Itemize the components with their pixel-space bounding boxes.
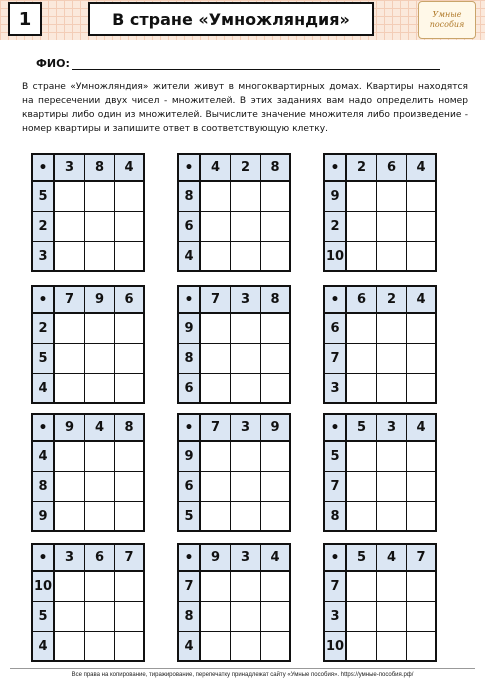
- multiplication-grid-10: [31, 543, 145, 662]
- multiplication-grid-12: [323, 543, 437, 662]
- answer-cell[interactable]: [201, 632, 231, 662]
- worksheet-title: В стране «Умножляндия»: [88, 2, 374, 36]
- answer-cell[interactable]: [115, 242, 145, 272]
- left-multiplier-cell: 5: [325, 442, 347, 472]
- operator-cell: •: [325, 545, 347, 572]
- answer-cell[interactable]: [261, 442, 291, 472]
- multiplication-grid-2: [177, 153, 291, 272]
- answer-cell[interactable]: [55, 374, 85, 404]
- top-multiplier-cell: 7: [201, 287, 231, 314]
- answer-cell[interactable]: [55, 602, 85, 632]
- top-multiplier-cell: 8: [85, 155, 115, 182]
- answer-cell[interactable]: [347, 182, 377, 212]
- answer-cell[interactable]: [347, 572, 377, 602]
- left-multiplier-cell: 3: [33, 242, 55, 272]
- top-multiplier-cell: 2: [377, 287, 407, 314]
- answer-cell[interactable]: [377, 632, 407, 662]
- top-multiplier-cell: 9: [55, 415, 85, 442]
- answer-cell[interactable]: [115, 572, 145, 602]
- answer-cell[interactable]: [347, 374, 377, 404]
- answer-cell[interactable]: [201, 344, 231, 374]
- answer-cell[interactable]: [377, 242, 407, 272]
- top-multiplier-cell: 4: [377, 545, 407, 572]
- answer-cell[interactable]: [347, 472, 377, 502]
- answer-cell[interactable]: [377, 182, 407, 212]
- top-multiplier-cell: 7: [201, 415, 231, 442]
- top-multiplier-cell: 4: [261, 545, 291, 572]
- answer-cell[interactable]: [407, 442, 437, 472]
- answer-cell[interactable]: [407, 472, 437, 502]
- operator-cell: •: [179, 545, 201, 572]
- answer-cell[interactable]: [377, 602, 407, 632]
- answer-cell[interactable]: [85, 632, 115, 662]
- multiplication-grid-6: [323, 285, 437, 404]
- left-multiplier-cell: 8: [33, 472, 55, 502]
- left-multiplier-cell: 10: [325, 632, 347, 662]
- answer-cell[interactable]: [55, 472, 85, 502]
- answer-cell[interactable]: [377, 314, 407, 344]
- multiplication-grid-9: [323, 413, 437, 532]
- answer-cell[interactable]: [115, 212, 145, 242]
- multiplication-grid-1: [31, 153, 145, 272]
- operator-cell: •: [33, 287, 55, 314]
- top-multiplier-cell: 3: [231, 415, 261, 442]
- left-multiplier-cell: 5: [179, 502, 201, 532]
- answer-cell[interactable]: [377, 212, 407, 242]
- top-multiplier-cell: 3: [377, 415, 407, 442]
- left-multiplier-cell: 4: [33, 442, 55, 472]
- top-multiplier-cell: 3: [55, 155, 85, 182]
- answer-cell[interactable]: [85, 502, 115, 532]
- left-multiplier-cell: 4: [179, 632, 201, 662]
- answer-cell[interactable]: [231, 632, 261, 662]
- answer-cell[interactable]: [201, 374, 231, 404]
- left-multiplier-cell: 9: [325, 182, 347, 212]
- answer-cell[interactable]: [115, 602, 145, 632]
- top-multiplier-cell: 4: [407, 155, 437, 182]
- answer-cell[interactable]: [347, 602, 377, 632]
- top-multiplier-cell: 6: [115, 287, 145, 314]
- top-multiplier-cell: 6: [85, 545, 115, 572]
- top-multiplier-cell: 5: [347, 545, 377, 572]
- operator-cell: •: [33, 415, 55, 442]
- answer-cell[interactable]: [55, 314, 85, 344]
- worksheet-number: 1: [8, 2, 42, 36]
- left-multiplier-cell: 8: [325, 502, 347, 532]
- answer-cell[interactable]: [261, 182, 291, 212]
- answer-cell[interactable]: [261, 632, 291, 662]
- left-multiplier-cell: 8: [179, 602, 201, 632]
- top-multiplier-cell: 7: [55, 287, 85, 314]
- operator-cell: •: [325, 287, 347, 314]
- answer-cell[interactable]: [55, 502, 85, 532]
- top-multiplier-cell: 8: [261, 287, 291, 314]
- left-multiplier-cell: 10: [33, 572, 55, 602]
- answer-cell[interactable]: [407, 242, 437, 272]
- top-multiplier-cell: 6: [347, 287, 377, 314]
- top-multiplier-cell: 2: [347, 155, 377, 182]
- answer-cell[interactable]: [115, 502, 145, 532]
- answer-cell[interactable]: [407, 314, 437, 344]
- operator-cell: •: [325, 155, 347, 182]
- top-multiplier-cell: 6: [377, 155, 407, 182]
- operator-cell: •: [179, 155, 201, 182]
- answer-cell[interactable]: [231, 572, 261, 602]
- answer-cell[interactable]: [115, 314, 145, 344]
- answer-cell[interactable]: [115, 472, 145, 502]
- answer-cell[interactable]: [55, 572, 85, 602]
- answer-cell[interactable]: [261, 344, 291, 374]
- left-multiplier-cell: 8: [179, 344, 201, 374]
- left-multiplier-cell: 9: [179, 442, 201, 472]
- top-multiplier-cell: 3: [231, 287, 261, 314]
- answer-cell[interactable]: [261, 472, 291, 502]
- answer-cell[interactable]: [115, 182, 145, 212]
- answer-cell[interactable]: [85, 572, 115, 602]
- answer-cell[interactable]: [231, 442, 261, 472]
- answer-cell[interactable]: [261, 212, 291, 242]
- fio-input-line[interactable]: [72, 69, 440, 70]
- answer-cell[interactable]: [347, 442, 377, 472]
- answer-cell[interactable]: [347, 212, 377, 242]
- answer-cell[interactable]: [347, 314, 377, 344]
- answer-cell[interactable]: [407, 572, 437, 602]
- answer-cell[interactable]: [231, 212, 261, 242]
- left-multiplier-cell: 3: [325, 374, 347, 404]
- answer-cell[interactable]: [347, 502, 377, 532]
- answer-cell[interactable]: [55, 182, 85, 212]
- operator-cell: •: [179, 415, 201, 442]
- top-multiplier-cell: 7: [407, 545, 437, 572]
- answer-cell[interactable]: [115, 442, 145, 472]
- top-multiplier-cell: 5: [347, 415, 377, 442]
- left-multiplier-cell: 9: [179, 314, 201, 344]
- answer-cell[interactable]: [231, 472, 261, 502]
- left-multiplier-cell: 2: [325, 212, 347, 242]
- answer-cell[interactable]: [261, 602, 291, 632]
- answer-cell[interactable]: [201, 212, 231, 242]
- left-multiplier-cell: 7: [325, 344, 347, 374]
- answer-cell[interactable]: [85, 442, 115, 472]
- left-multiplier-cell: 7: [325, 472, 347, 502]
- operator-cell: •: [33, 155, 55, 182]
- left-multiplier-cell: 10: [325, 242, 347, 272]
- left-multiplier-cell: 2: [33, 212, 55, 242]
- multiplication-grid-4: [31, 285, 145, 404]
- answer-cell[interactable]: [347, 242, 377, 272]
- top-multiplier-cell: 8: [261, 155, 291, 182]
- answer-cell[interactable]: [55, 212, 85, 242]
- answer-cell[interactable]: [55, 442, 85, 472]
- answer-cell[interactable]: [231, 602, 261, 632]
- answer-cell[interactable]: [201, 502, 231, 532]
- instructions-text: В стране «Умножляндия» жители живут в многоквартирных домах. Квартиры находятся на пересечении двух чисел - множителей. В этих заданиях вам надо определить номер квартиры либо один из множителей. Вычислите значение множителя либо произведение - номер квартиры и запишите ответ в соответствующую клетку.: [22, 82, 468, 134]
- multiplication-grid-11: [177, 543, 291, 662]
- answer-cell[interactable]: [201, 242, 231, 272]
- top-multiplier-cell: 4: [407, 415, 437, 442]
- answer-cell[interactable]: [85, 344, 115, 374]
- answer-cell[interactable]: [261, 242, 291, 272]
- answer-cell[interactable]: [407, 502, 437, 532]
- top-multiplier-cell: 8: [115, 415, 145, 442]
- answer-cell[interactable]: [85, 472, 115, 502]
- answer-cell[interactable]: [55, 344, 85, 374]
- footer-divider: [10, 668, 475, 669]
- multiplication-grid-7: [31, 413, 145, 532]
- answer-cell[interactable]: [377, 572, 407, 602]
- left-multiplier-cell: 5: [33, 344, 55, 374]
- answer-cell[interactable]: [347, 632, 377, 662]
- left-multiplier-cell: 3: [325, 602, 347, 632]
- answer-cell[interactable]: [85, 182, 115, 212]
- answer-cell[interactable]: [231, 314, 261, 344]
- logo-line-2: пособия: [429, 20, 465, 29]
- copyright-footer: Все права на копирование, тиражирование, перепечатку принадлежат сайту «Умные пособия». https://умные-пособия.рф/: [71, 672, 414, 678]
- answer-cell[interactable]: [115, 344, 145, 374]
- answer-cell[interactable]: [261, 502, 291, 532]
- multiplication-grid-8: [177, 413, 291, 532]
- top-multiplier-cell: 2: [231, 155, 261, 182]
- answer-cell[interactable]: [407, 632, 437, 662]
- answer-cell[interactable]: [55, 632, 85, 662]
- top-multiplier-cell: 9: [261, 415, 291, 442]
- left-multiplier-cell: 4: [33, 374, 55, 404]
- top-multiplier-cell: 4: [201, 155, 231, 182]
- top-multiplier-cell: 9: [85, 287, 115, 314]
- left-multiplier-cell: 6: [179, 472, 201, 502]
- answer-cell[interactable]: [231, 344, 261, 374]
- answer-cell[interactable]: [377, 374, 407, 404]
- answer-cell[interactable]: [231, 502, 261, 532]
- answer-cell[interactable]: [201, 442, 231, 472]
- top-multiplier-cell: 4: [85, 415, 115, 442]
- left-multiplier-cell: 6: [325, 314, 347, 344]
- answer-cell[interactable]: [377, 344, 407, 374]
- operator-cell: •: [325, 415, 347, 442]
- answer-cell[interactable]: [201, 572, 231, 602]
- left-multiplier-cell: 6: [179, 374, 201, 404]
- left-multiplier-cell: 9: [33, 502, 55, 532]
- answer-cell[interactable]: [407, 344, 437, 374]
- answer-cell[interactable]: [231, 374, 261, 404]
- left-multiplier-cell: 7: [179, 572, 201, 602]
- left-multiplier-cell: 2: [33, 314, 55, 344]
- site-logo: [418, 1, 476, 39]
- top-multiplier-cell: 7: [115, 545, 145, 572]
- answer-cell[interactable]: [407, 212, 437, 242]
- answer-cell[interactable]: [55, 242, 85, 272]
- answer-cell[interactable]: [115, 374, 145, 404]
- answer-cell[interactable]: [201, 472, 231, 502]
- left-multiplier-cell: 7: [325, 572, 347, 602]
- operator-cell: •: [179, 287, 201, 314]
- answer-cell[interactable]: [85, 602, 115, 632]
- answer-cell[interactable]: [407, 182, 437, 212]
- operator-cell: •: [33, 545, 55, 572]
- answer-cell[interactable]: [261, 314, 291, 344]
- multiplication-grid-5: [177, 285, 291, 404]
- answer-cell[interactable]: [377, 472, 407, 502]
- left-multiplier-cell: 5: [33, 602, 55, 632]
- top-multiplier-cell: 9: [201, 545, 231, 572]
- answer-cell[interactable]: [201, 602, 231, 632]
- answer-cell[interactable]: [85, 212, 115, 242]
- answer-cell[interactable]: [231, 242, 261, 272]
- top-multiplier-cell: 3: [55, 545, 85, 572]
- answer-cell[interactable]: [261, 572, 291, 602]
- answer-cell[interactable]: [201, 314, 231, 344]
- answer-cell[interactable]: [347, 344, 377, 374]
- answer-cell[interactable]: [407, 374, 437, 404]
- top-multiplier-cell: 4: [407, 287, 437, 314]
- top-multiplier-cell: 4: [115, 155, 145, 182]
- answer-cell[interactable]: [407, 602, 437, 632]
- answer-cell[interactable]: [85, 314, 115, 344]
- answer-cell[interactable]: [115, 632, 145, 662]
- logo-line-1: Умные: [432, 10, 462, 19]
- answer-cell[interactable]: [377, 442, 407, 472]
- left-multiplier-cell: 8: [179, 182, 201, 212]
- answer-cell[interactable]: [85, 374, 115, 404]
- answer-cell[interactable]: [85, 242, 115, 272]
- answer-cell[interactable]: [377, 502, 407, 532]
- answer-cell[interactable]: [201, 182, 231, 212]
- top-multiplier-cell: 3: [231, 545, 261, 572]
- left-multiplier-cell: 4: [179, 242, 201, 272]
- answer-cell[interactable]: [261, 374, 291, 404]
- left-multiplier-cell: 4: [33, 632, 55, 662]
- left-multiplier-cell: 5: [33, 182, 55, 212]
- multiplication-grid-3: [323, 153, 437, 272]
- answer-cell[interactable]: [231, 182, 261, 212]
- left-multiplier-cell: 6: [179, 212, 201, 242]
- fio-label: ФИО:: [36, 57, 70, 70]
